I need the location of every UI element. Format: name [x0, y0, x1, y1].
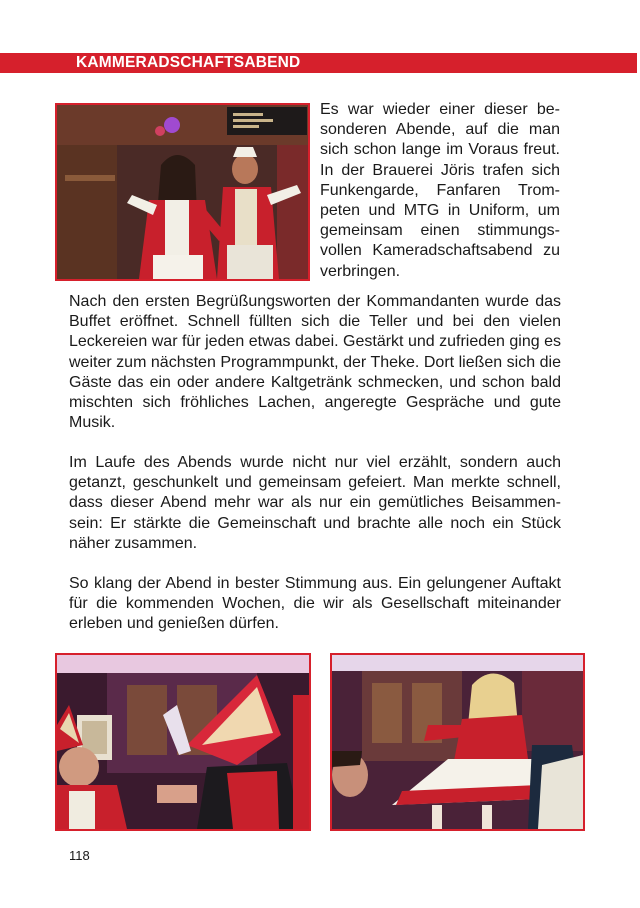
page-number: 118 — [69, 848, 90, 863]
article-paragraph-1: Nach den ersten Begrüßungsworten der Kommandanten wurde das Buffet eröffnet. Schnell füllten sich die Teller und bei den vielen Leckereien war für jeden etwas dabei. Gestärkt und zufrieden ging es weiter zum nächsten Programmpunkt, der Theke. Dort ließen sich die Gäste das ein oder andere Kaltgetränk schmecken, und schon bald mischten sich fröhliches Lachen, angeregte Gespräche und gute Musik. — [69, 293, 561, 432]
intro-text: Es war wieder einer dieser besonderen Abende, auf die man sich schon lange im Voraus freut. In der Brauerei Jöris trafen sich Funkengarde, Fanfaren Trompeten und MTG in Uniform, um gemeinsam einen stimmungsvollen Kameradschaftsabend zu verbringen. — [320, 101, 560, 280]
photo-image — [57, 655, 309, 829]
section-title: KAMMERADSCHAFTSABEND — [76, 54, 301, 71]
photo-carnival-hats-celebration — [55, 653, 311, 831]
photo-image — [57, 105, 308, 279]
photo-carnival-guards-dancing — [55, 103, 310, 281]
article-paragraph-3: So klang der Abend in bester Stimmung aus. Ein gelungener Auftakt für die kommenden Wochen, die wir als Gesellschaft miteinander erleben und genießen dürfen. — [69, 575, 561, 633]
photo-image — [332, 655, 583, 829]
photo-dancing-funkenmariechen — [330, 653, 585, 831]
section-header-banner — [0, 53, 637, 73]
article-paragraph-2: Im Laufe des Abends wurde nicht nur viel erzählt, sondern auch getanzt, geschunkelt und gemeinsam gefeiert. Man merkte schnell, dass dieser Abend mehr war als nur ein gemütliches Beisammensein: Er stärkte die Gemeinschaft und brachte alle noch ein Stück näher zusammen. — [69, 454, 561, 552]
